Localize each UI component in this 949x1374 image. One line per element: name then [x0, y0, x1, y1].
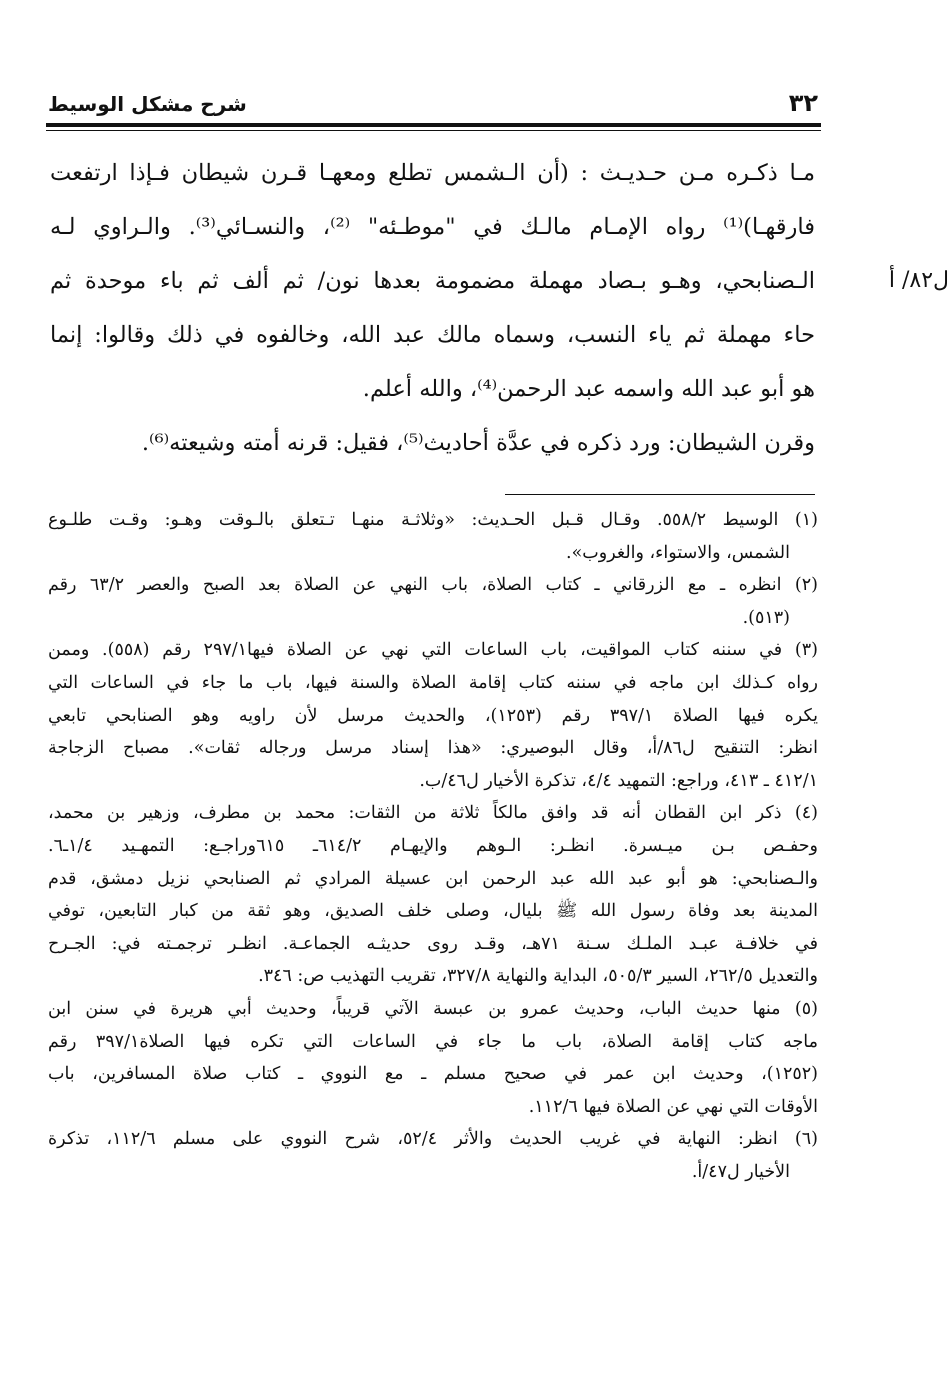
page-header: [48, 88, 818, 124]
footnote-line: (٦) انظر: النهاية في غريب الحديث والأثر ٥٢/٤، شرح النووي على مسلم ١١٢/٦، تذكرة: [48, 1129, 818, 1150]
footnote-line: في خلافـة عبـد الملـك سـنة ٧١هـ، وقـد روى حديثـه الجماعـة. انظـر ترجمـته في: الجـرح: [48, 933, 818, 954]
header-rule-thin: [46, 130, 821, 131]
footnote-line: (١) الوسيط ٥٥٨/٢. وقـال قـبل الحـديث: «وثلاثـة منهـا تـتعلق بالـوقت وهـو: وقـت طلـوع: [48, 510, 818, 530]
footnote-line: الأخيار ل٤٧/أ.: [691, 1161, 790, 1182]
body-line: الـصنابحي، وهـو بـصاد مهملة مضمومة بعدها نون/ ثم ألف ثم باء موحدة ثم: [50, 268, 815, 294]
body-line: حاء مهملة ثم ياء النسب، وسماه مالك عبد الله، وخالفوه في ذلك وقالوا: إنما: [50, 322, 815, 348]
footnote-line: المدينة بعد وفاة رسول الله ﷺ بليال، وصلى خلف الصديق، وهو ثقة من كبار التابعين، توفي: [48, 901, 818, 922]
body-line: فارقهـا)⁽¹⁾ رواه الإمـام مالـك في "موطـئه" ⁽²⁾، والنسـائي⁽³⁾. والـراوي لـه: [50, 214, 815, 240]
footnote-line: (٢) انظره ـ مع الزرقاني ـ كتاب الصلاة، باب النهي عن الصلاة بعد الصبح والعصر ٦٣/٢ رقم: [48, 575, 818, 596]
body-line: هو أبو عبد الله واسمه عبد الرحمن⁽⁴⁾، والله أعلم.: [362, 376, 815, 402]
footnote-line: (١٢٥٢)، وحديث ابن عمر في صحيح مسلم ـ مع النووي ـ كتاب صلاة المسافرين، باب: [48, 1064, 818, 1085]
footnote-line: رواه كـذلك ابن ماجه في سننه كتاب إقامة الصلاة والسنة فيها، باب ما جاء في الساعات التي: [48, 672, 818, 693]
footnotes: [48, 504, 818, 1188]
footnote-separator: [505, 494, 815, 495]
footnote-line: ماجه كتاب إقامة الصلاة، باب ما جاء في الساعات التي تكره فيها الصلاة٣٩٧/١ رقم: [48, 1031, 818, 1052]
manuscript-folio-note: ل٨٢/ أ: [888, 268, 949, 293]
header-rule-thick: [46, 123, 821, 127]
footnote-line: (٥) منها حديث الباب، وحديث عمرو بن عبسة الآتي قريباً، وحديث أبي هريرة في سنن ابن: [48, 998, 818, 1019]
footnote-line: (٥١٣).: [742, 607, 790, 628]
body-line: مـا ذكـره مـن حـديـث : (أن الـشمس تطلع ومعهـا قـرن شيطان فـإذا ارتفعت: [50, 160, 815, 186]
running-title: شرح مشكل الوسيط: [48, 92, 247, 116]
footnote-line: الشمس، والاستواء، والغروب».: [566, 542, 790, 563]
footnote-line: (٤) ذكر ابن القطان أنه قد وافق مالكاً ثلاثة من الثقات: محمد بن مطرف، وزهير بن محمد،: [48, 803, 818, 824]
page-number: ٣٢: [788, 89, 818, 117]
footnote-line: انظر: التنقيح ل٨٦/أ، وقال البوصيري: «هذا إسناد مرسل ورجاله ثقات». مصباح الزجاجة: [48, 738, 818, 759]
footnote-line: والـصنابحي: هو أبو عبد الله عبد الرحمن ابن عسيلة المرادي ثم الصنابحي نزيل دمشق، قدم: [48, 868, 818, 889]
footnote-line: الأوقات التي نهي عن الصلاة فيها ١١٢/٦.: [528, 1096, 818, 1117]
footnote-line: (٣) في سننه كتاب المواقيت، باب الساعات التي نهي عن الصلاة فيها٢٩٧/١ رقم (٥٥٨). وممن: [48, 640, 818, 661]
footnote-line: والتعديل ٢٦٢/٥، السير ٥٠٥/٣، البداية والنهاية ٣٢٧/٨، تقريب التهذيب ص: ٣٤٦.: [258, 966, 818, 987]
footnote-line: ٤١٢/١ ـ ٤١٣، وراجع: التمهيد ٤/٤، تذكرة الأخيار ل٤٦/ب.: [419, 770, 818, 791]
footnote-line: وحفـص بـن ميـسرة. انظـر: الـوهم والإيهـام ٦١٤/٢ـ ٦١٥وراجـع: التمهـيد ١/٤ـ٦.: [48, 835, 818, 856]
main-text: [50, 146, 815, 470]
footnote-line: يكره فيها الصلاة ٣٩٧/١ رقم (١٢٥٣)، والحديث مرسل لأن راويه وهو الصنابحي تابعي: [48, 705, 818, 726]
body-line: وقرن الشيطان: ورد ذكره في عدَّة أحاديث⁽⁵⁾، فقيل: قرنه أمته وشيعته⁽⁶⁾.: [141, 430, 815, 456]
